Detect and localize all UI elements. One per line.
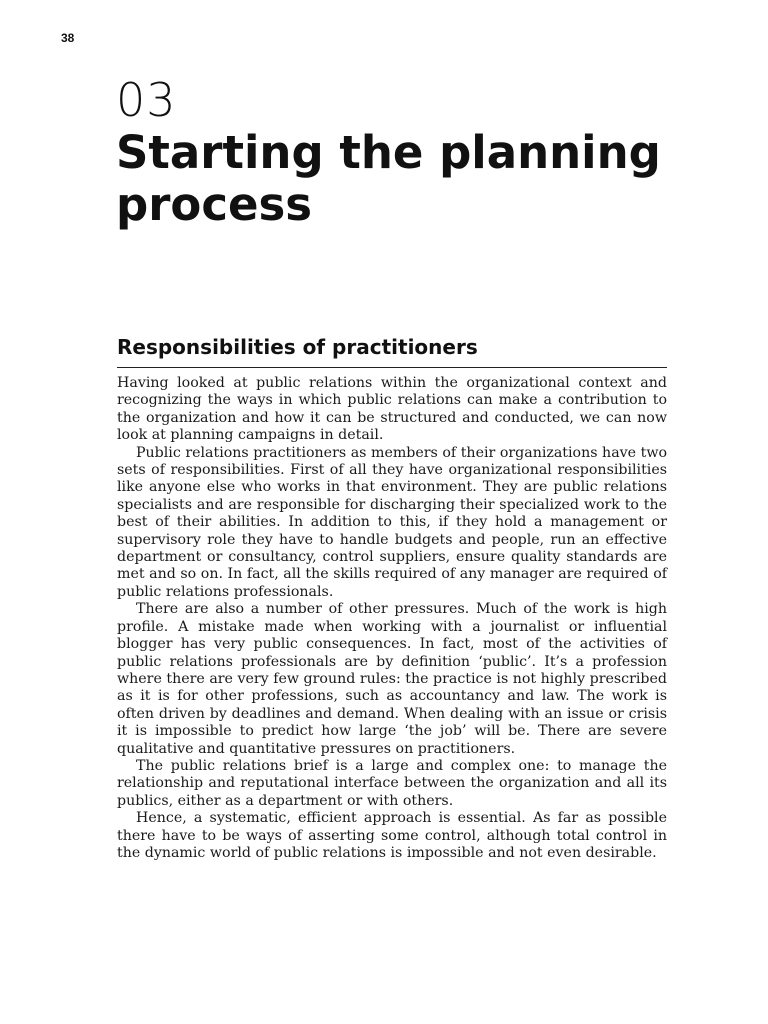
paragraph: There are also a number of other pressures. Much of the work is high profile. A mistake made when working with a journalist or influential blogger has very public consequences. In fact, most of the activities of public relations professionals are by definition ‘public’. It’s a profession where there are very few ground rules: the practice is not highly prescribed as it is for other professions, such as accountancy and law. The work is often driven by deadlines and demand. When dealing with an issue or crisis it is impossible to predict how large ‘the job’ will be. There are severe qualitative and quantitative pressures on practitioners. (117, 601, 667, 757)
chapter-title: Starting the planning process (116, 126, 661, 231)
section-heading: Responsibilities of practitioners (117, 335, 478, 359)
section-divider (117, 367, 667, 368)
chapter-number: 03 (116, 73, 177, 127)
paragraph: Public relations practitioners as members of their organizations have two sets of responsibilities. First of all they have organizational responsibilities like anyone else who works in that environment. They are public relations specialists and are responsible for discharging their specialized work to the best of their abilities. In addition to this, if they hold a management or supervisory role they have to handle budgets and people, run an effective department or consultancy, control suppliers, ensure quality standards are met and so on. In fact, all the skills required of any manager are required of public relations professionals. (117, 444, 667, 600)
paragraph: Having looked at public relations within the organizational context and recognizing the ways in which public relations can make a contribution to the organization and how it can be structured and conducted, we can now look at planning campaigns in detail. (117, 375, 667, 444)
paragraph: The public relations brief is a large and complex one: to manage the relationship and reputational interface between the organization and all its publics, either as a department or with others. (117, 757, 667, 809)
body-text (117, 375, 667, 862)
page-number: 38 (61, 31, 75, 45)
paragraph: Hence, a systematic, efficient approach is essential. As far as possible there have to be ways of asserting some control, although total control in the dynamic world of public relations is impossible and not even desirable. (117, 810, 667, 861)
